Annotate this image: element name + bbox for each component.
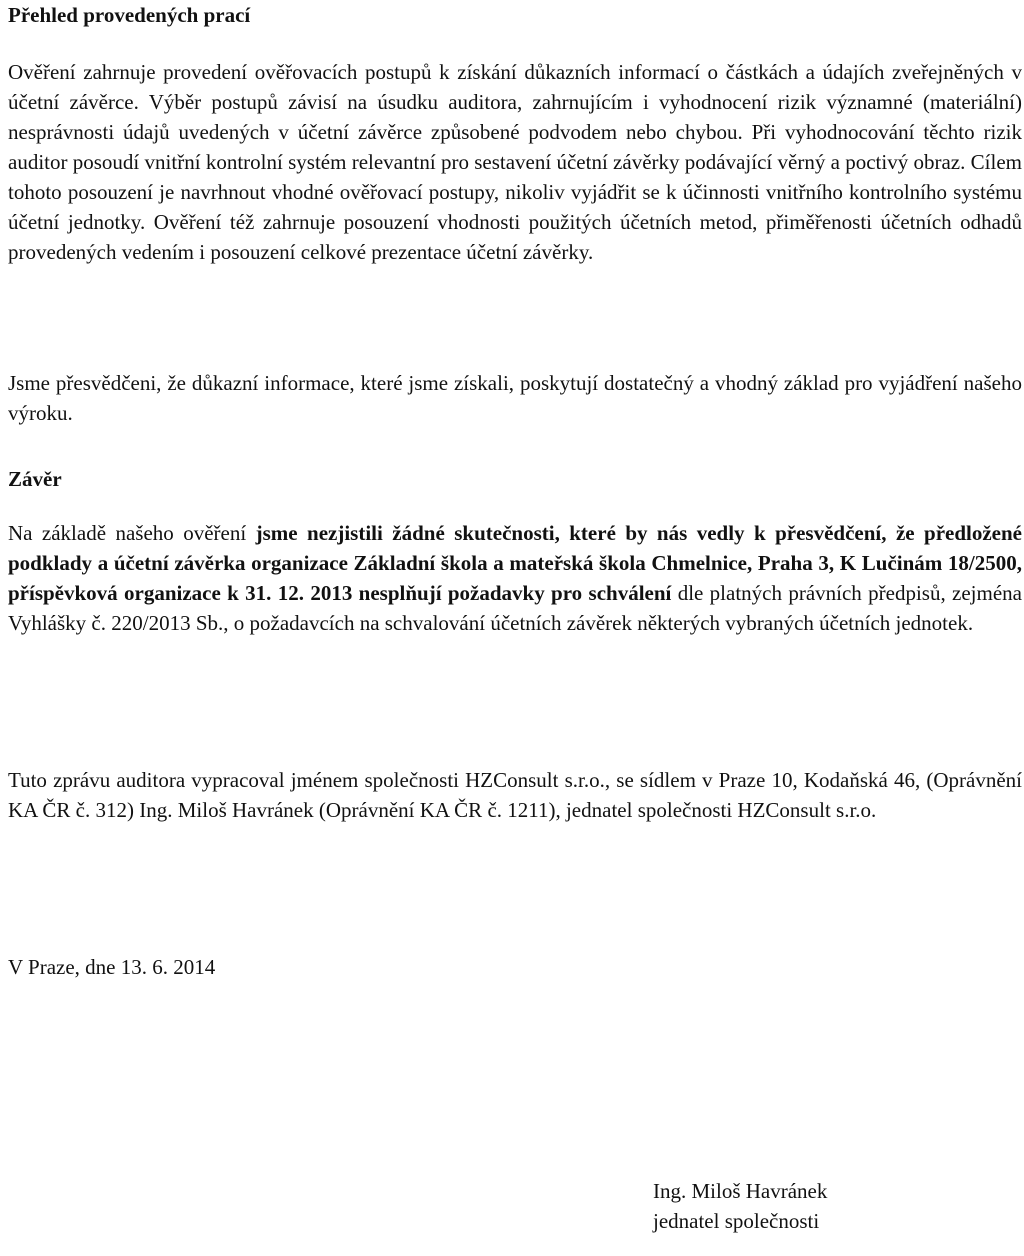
signature-block — [653, 1176, 827, 1236]
signature-name: Ing. Miloš Havránek — [653, 1179, 828, 1203]
paragraph-conclusion — [8, 518, 1022, 638]
section-heading-work-overview: Přehled provedených prací — [8, 3, 251, 27]
signature-role: jednatel společnosti — [653, 1209, 820, 1233]
paragraph-author-statement: Tuto zprávu auditora vypracoval jménem společnosti HZConsult s.r.o., se sídlem v Praze 10, Kodaňská 46, (Oprávnění KA ČR č. 312) Ing. Miloš Havránek (Oprávnění KA ČR č. 1211), jednatel společnosti HZConsult s.r.o. — [8, 768, 1022, 822]
paragraph-work-description: Ověření zahrnuje provedení ověřovacích postupů k získání důkazních informací o částkách a údajích zveřejněných v účetní závěrce. Výběr postupů závisí na úsudku auditora, zahrnujícím i vyhodnocení rizik významné (materiální) nesprávnosti údajů uvedených v účetní závěrce způsobené podvodem nebo chybou. Při vyhodnocování těchto rizik auditor posoudí vnitřní kontrolní systém relevantní pro sestavení účetní závěrky podávající věrný a poctivý obraz. Cílem tohoto posouzení je navrhnout vhodné ověřovací postupy, nikoliv vyjádřit se k účinnosti vnitřního kontrolního systému účetní jednotky. Ověření též zahrnuje posouzení vhodnosti použitých účetních metod, přiměřenosti účetních odhadů provedených vedením i posouzení celkové prezentace účetní závěrky. — [8, 60, 1022, 264]
date-line: V Praze, dne 13. 6. 2014 — [8, 955, 216, 979]
paragraph-evidence-statement: Jsme přesvědčeni, že důkazní informace, které jsme získali, poskytují dostatečný a vhodný základ pro vyjádření našeho výroku. — [8, 371, 1022, 425]
conclusion-text-bold: jsme nezjistili žádné skutečnosti, které by nás vedly k přesvědčení, že předložené podklady a účetní závěrka organizace Základní škola a mateřská škola Chmelnice, Praha 3, K Lučinám 18/2500, příspěvková organizace k 31. 12. 2013 nesplňují požadavky pro schválení — [8, 521, 1022, 605]
conclusion-text-intro: Na základě našeho ověření — [8, 521, 256, 545]
section-heading-conclusion: Závěr — [8, 467, 62, 491]
conclusion-text-end: dle platných právních předpisů, zejména Vyhlášky č. 220/2013 Sb., o požadavcích na schvalování účetních závěrek některých vybraných účetních jednotek. — [8, 581, 1022, 635]
